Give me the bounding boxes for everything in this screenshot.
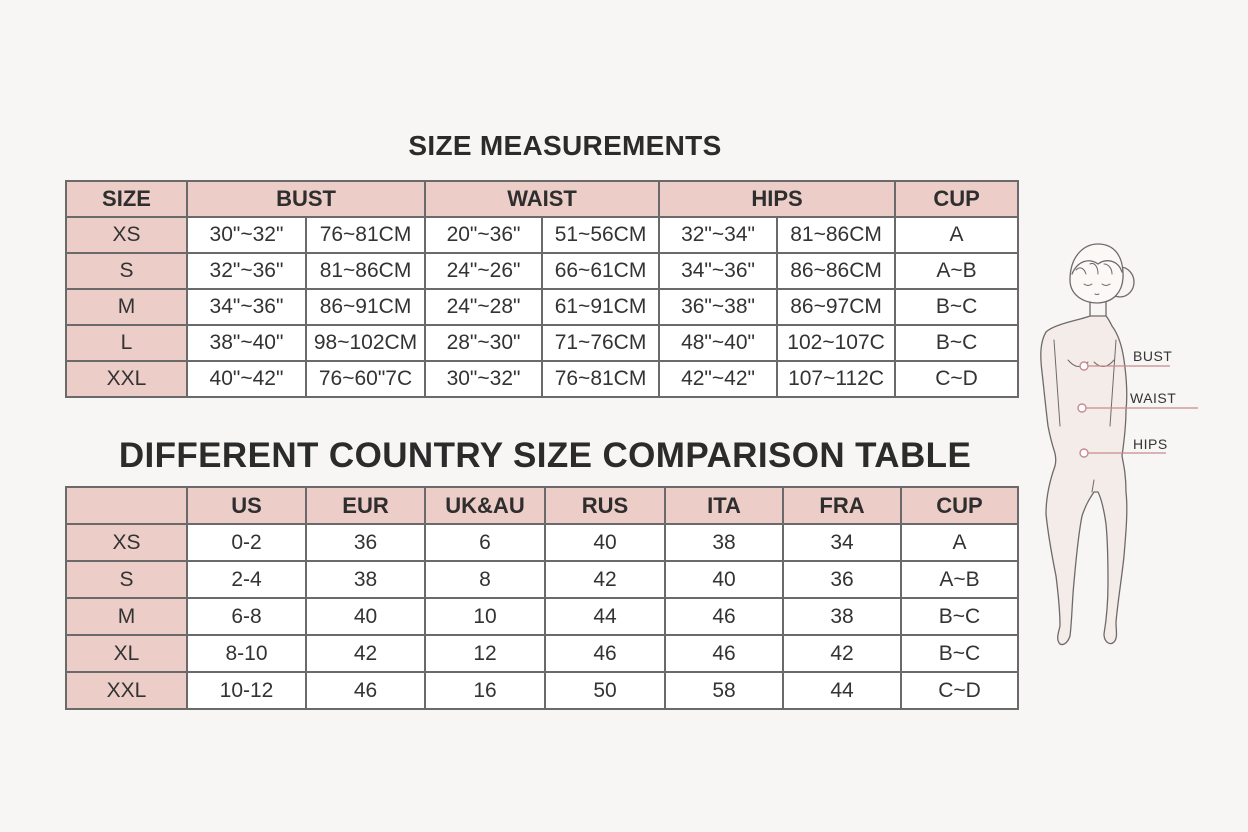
cup-cell: C~D [901, 672, 1018, 709]
us-cell: 8-10 [187, 635, 306, 672]
rus-cell: 46 [545, 635, 665, 672]
row-size-label: L [66, 325, 187, 361]
bust-cm-cell: 86~91CM [306, 289, 425, 325]
table-row [66, 561, 1018, 598]
us-cell: 2-4 [187, 561, 306, 598]
header-size: SIZE [66, 181, 187, 217]
bust-cm-cell: 76~81CM [306, 217, 425, 253]
header-corner [66, 487, 187, 524]
row-size-label: XXL [66, 361, 187, 397]
us-cell: 10-12 [187, 672, 306, 709]
row-size-label: XXL [66, 672, 187, 709]
size-measurements-table [65, 180, 1019, 398]
waist-inches-cell: 30"~32" [425, 361, 542, 397]
bust-label: BUST [1133, 348, 1173, 364]
row-size-label: XS [66, 524, 187, 561]
rus-cell: 50 [545, 672, 665, 709]
row-size-label: XL [66, 635, 187, 672]
table-row [66, 325, 1018, 361]
header-waist: WAIST [425, 181, 659, 217]
ita-cell: 46 [665, 635, 783, 672]
header-fra: FRA [783, 487, 901, 524]
table-row [66, 635, 1018, 672]
hips-inches-cell: 32"~34" [659, 217, 777, 253]
fra-cell: 44 [783, 672, 901, 709]
eur-cell: 40 [306, 598, 425, 635]
hips-cm-cell: 107~112C [777, 361, 895, 397]
row-size-label: M [66, 598, 187, 635]
eur-cell: 36 [306, 524, 425, 561]
table-row [66, 598, 1018, 635]
bust-inches-cell: 40"~42" [187, 361, 306, 397]
uk-au-cell: 6 [425, 524, 545, 561]
uk-au-cell: 12 [425, 635, 545, 672]
waist-inches-cell: 24"~28" [425, 289, 542, 325]
uk-au-cell: 10 [425, 598, 545, 635]
table-row [66, 289, 1018, 325]
row-size-label: XS [66, 217, 187, 253]
ita-cell: 46 [665, 598, 783, 635]
hips-inches-cell: 48"~40" [659, 325, 777, 361]
waist-inches-cell: 20"~36" [425, 217, 542, 253]
hips-cm-cell: 86~86CM [777, 253, 895, 289]
cup-cell: A [901, 524, 1018, 561]
header-cup: CUP [901, 487, 1018, 524]
bust-cm-cell: 76~60"7C [306, 361, 425, 397]
fra-cell: 42 [783, 635, 901, 672]
rus-cell: 42 [545, 561, 665, 598]
cup-cell: B~C [895, 325, 1018, 361]
hips-cm-cell: 86~97CM [777, 289, 895, 325]
rus-cell: 44 [545, 598, 665, 635]
waist-cm-cell: 61~91CM [542, 289, 659, 325]
hips-inches-cell: 36"~38" [659, 289, 777, 325]
us-cell: 0-2 [187, 524, 306, 561]
header-ita: ITA [665, 487, 783, 524]
fra-cell: 38 [783, 598, 901, 635]
ita-cell: 40 [665, 561, 783, 598]
hips-cm-cell: 102~107C [777, 325, 895, 361]
waist-label: WAIST [1130, 390, 1177, 406]
bust-inches-cell: 30"~32" [187, 217, 306, 253]
bust-inches-cell: 38"~40" [187, 325, 306, 361]
waist-cm-cell: 51~56CM [542, 217, 659, 253]
eur-cell: 42 [306, 635, 425, 672]
fra-cell: 34 [783, 524, 901, 561]
hips-inches-cell: 42"~42" [659, 361, 777, 397]
header-uk-au: UK&AU [425, 487, 545, 524]
table-row [66, 217, 1018, 253]
cup-cell: B~C [901, 635, 1018, 672]
fra-cell: 36 [783, 561, 901, 598]
hips-label: HIPS [1133, 436, 1168, 452]
bust-inches-cell: 34"~36" [187, 289, 306, 325]
country-size-comparison-table [65, 486, 1019, 710]
body-outline-icon [1041, 244, 1134, 645]
row-size-label: M [66, 289, 187, 325]
cup-cell: A~B [901, 561, 1018, 598]
table-header-row [66, 181, 1018, 217]
eur-cell: 38 [306, 561, 425, 598]
header-eur: EUR [306, 487, 425, 524]
header-cup: CUP [895, 181, 1018, 217]
bust-inches-cell: 32"~36" [187, 253, 306, 289]
bust-cm-cell: 81~86CM [306, 253, 425, 289]
header-hips: HIPS [659, 181, 895, 217]
waist-inches-cell: 24"~26" [425, 253, 542, 289]
table-row [66, 361, 1018, 397]
size-measurements-title: SIZE MEASUREMENTS [408, 130, 722, 161]
waist-cm-cell: 76~81CM [542, 361, 659, 397]
table-row [66, 524, 1018, 561]
cup-cell: C~D [895, 361, 1018, 397]
body-outline-figure [1020, 230, 1248, 660]
header-rus: RUS [545, 487, 665, 524]
hips-inches-cell: 34"~36" [659, 253, 777, 289]
us-cell: 6-8 [187, 598, 306, 635]
waist-cm-cell: 66~61CM [542, 253, 659, 289]
cup-cell: A [895, 217, 1018, 253]
waist-cm-cell: 71~76CM [542, 325, 659, 361]
table-header-row [66, 487, 1018, 524]
cup-cell: A~B [895, 253, 1018, 289]
row-size-label: S [66, 253, 187, 289]
cup-cell: B~C [895, 289, 1018, 325]
ita-cell: 38 [665, 524, 783, 561]
row-size-label: S [66, 561, 187, 598]
country-comparison-title: DIFFERENT COUNTRY SIZE COMPARISON TABLE [118, 436, 972, 475]
bust-cm-cell: 98~102CM [306, 325, 425, 361]
uk-au-cell: 16 [425, 672, 545, 709]
eur-cell: 46 [306, 672, 425, 709]
header-bust: BUST [187, 181, 425, 217]
cup-cell: B~C [901, 598, 1018, 635]
rus-cell: 40 [545, 524, 665, 561]
waist-inches-cell: 28"~30" [425, 325, 542, 361]
table-row [66, 253, 1018, 289]
table-row [66, 672, 1018, 709]
uk-au-cell: 8 [425, 561, 545, 598]
hips-cm-cell: 81~86CM [777, 217, 895, 253]
ita-cell: 58 [665, 672, 783, 709]
header-us: US [187, 487, 306, 524]
